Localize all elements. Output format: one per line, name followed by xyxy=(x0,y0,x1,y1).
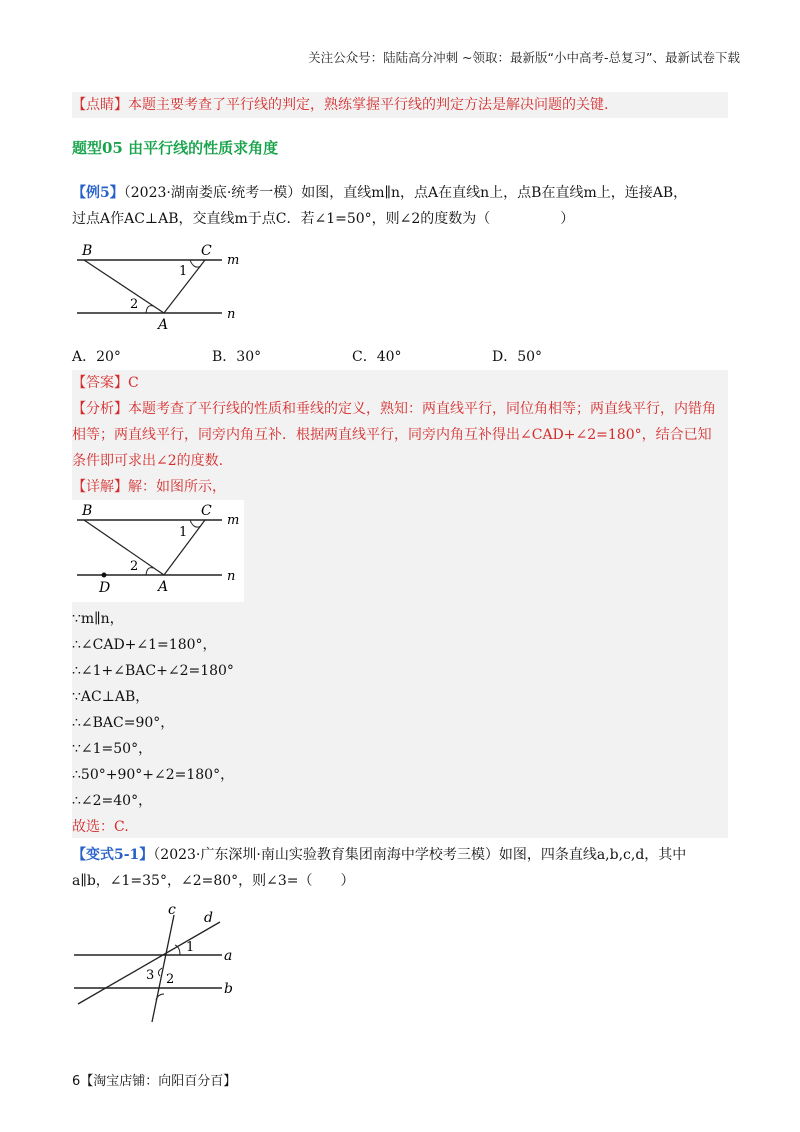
step: ∴∠1+∠BAC+∠2=180° xyxy=(72,663,234,679)
analysis-tag: 【分析】 xyxy=(72,401,128,417)
line-d xyxy=(78,922,220,1004)
label-m: m xyxy=(227,513,240,528)
example-figure xyxy=(72,238,252,333)
label-d: D xyxy=(99,580,111,596)
label-b: B xyxy=(82,503,93,519)
label-angle-1: 1 xyxy=(186,940,195,955)
label-angle-2: 2 xyxy=(130,559,139,574)
label-a: a xyxy=(224,948,233,964)
step: ∴∠BAC=90°， xyxy=(72,715,175,731)
solution-figure xyxy=(72,500,244,602)
analysis-line1 xyxy=(72,396,728,422)
option-b[interactable]: B．30° xyxy=(212,349,262,365)
angle-2-arc xyxy=(146,306,153,313)
label-n: n xyxy=(227,569,236,584)
note-tag: 【点睛】 xyxy=(72,97,128,113)
analysis-line3: 条件即可求出∠2的度数. xyxy=(72,453,224,469)
step-conclusion: 故选：C. xyxy=(72,819,129,835)
variant-figure xyxy=(72,900,252,1030)
detail-line xyxy=(72,474,728,500)
step: ∴50°+90°+∠2=180°， xyxy=(72,767,235,783)
step: ∴∠2=40°， xyxy=(72,793,153,809)
label-a: A xyxy=(158,579,169,595)
step: ∵AC⊥AB， xyxy=(72,689,150,705)
variant-question-line1 xyxy=(72,842,728,868)
label-c: C xyxy=(201,243,212,259)
label-angle-1: 1 xyxy=(179,264,188,279)
solution-steps xyxy=(72,606,728,840)
angle-1-arc xyxy=(190,520,201,527)
label-c: c xyxy=(168,902,176,918)
example-question-line1 xyxy=(72,180,728,206)
label-c: C xyxy=(201,503,212,519)
segment-ab xyxy=(84,520,164,575)
label-angle-2: 2 xyxy=(166,972,175,987)
example-question-line2: 过点A作AC⊥AB，交直线m于点C．若∠1=50°，则∠2的度数为（ ） xyxy=(72,211,575,227)
analysis-line2: 相等；两直线平行，同旁内角互补．根据两直线平行，同旁内角互补得出∠CAD+∠2=180°，结合已知 xyxy=(72,427,712,443)
label-angle-1: 1 xyxy=(179,525,188,540)
answer-line xyxy=(72,370,728,396)
answer-text: C xyxy=(128,375,139,391)
point-d xyxy=(102,573,107,578)
variant-tag: 【变式5-1】 xyxy=(72,847,154,863)
example-tag: 【例5】 xyxy=(72,185,124,201)
angle-2-arc xyxy=(146,568,153,575)
page-header: 关注公众号：陆陆高分冲刺 ~领取：最新版“小中高考-总复习”、最新试卷下载 xyxy=(308,50,740,65)
step: ∵∠1=50°， xyxy=(72,741,153,757)
segment-ab xyxy=(84,260,164,313)
option-d[interactable]: D．50° xyxy=(492,349,543,365)
example-line1-text: （2023·湖南娄底·统考一模）如图，直线m∥n，点A在直线n上，点B在直线m上，连接AB， xyxy=(123,185,688,201)
option-a[interactable]: A．20° xyxy=(72,349,121,365)
label-b: B xyxy=(82,243,93,259)
answer-tag: 【答案】 xyxy=(72,375,128,391)
label-m: m xyxy=(227,253,240,268)
note-block xyxy=(72,92,728,118)
option-c[interactable]: C．40° xyxy=(352,349,402,365)
page-footer xyxy=(72,1070,236,1089)
label-a: A xyxy=(158,317,169,333)
label-angle-3: 3 xyxy=(146,968,155,983)
label-angle-2: 2 xyxy=(130,297,139,312)
section-title: 题型05 由平行线的性质求角度 xyxy=(72,139,279,157)
detail-text: 解：如图所示， xyxy=(128,479,226,495)
page-number: 6 xyxy=(72,1074,81,1089)
step: ∴∠CAD+∠1=180°， xyxy=(72,637,217,653)
line-c xyxy=(152,915,174,1022)
variant-line1-text: （2023·广东深圳·南山实验教育集团南海中学校考三模）如图，四条直线a,b,c,d，其中 xyxy=(153,847,687,863)
angle-1-arc xyxy=(175,945,180,955)
detail-tag: 【详解】 xyxy=(72,479,128,495)
label-b: b xyxy=(224,981,233,997)
step: ∵m∥n， xyxy=(72,611,124,627)
variant-question-line2: a∥b，∠1=35°，∠2=80°，则∠3=（ ） xyxy=(72,873,355,889)
label-d: d xyxy=(204,910,213,926)
note-text: 本题主要考查了平行线的判定，熟练掌握平行线的判定方法是解决问题的关键. xyxy=(128,97,609,113)
analysis-line1-text: 本题考查了平行线的性质和垂线的定义，熟知：两直线平行，同位角相等；两直线平行，内错角 xyxy=(128,401,716,417)
footer-text: 【淘宝店铺：向阳百分百】 xyxy=(80,1074,237,1089)
label-n: n xyxy=(227,307,236,322)
angle-1-arc xyxy=(190,260,201,267)
